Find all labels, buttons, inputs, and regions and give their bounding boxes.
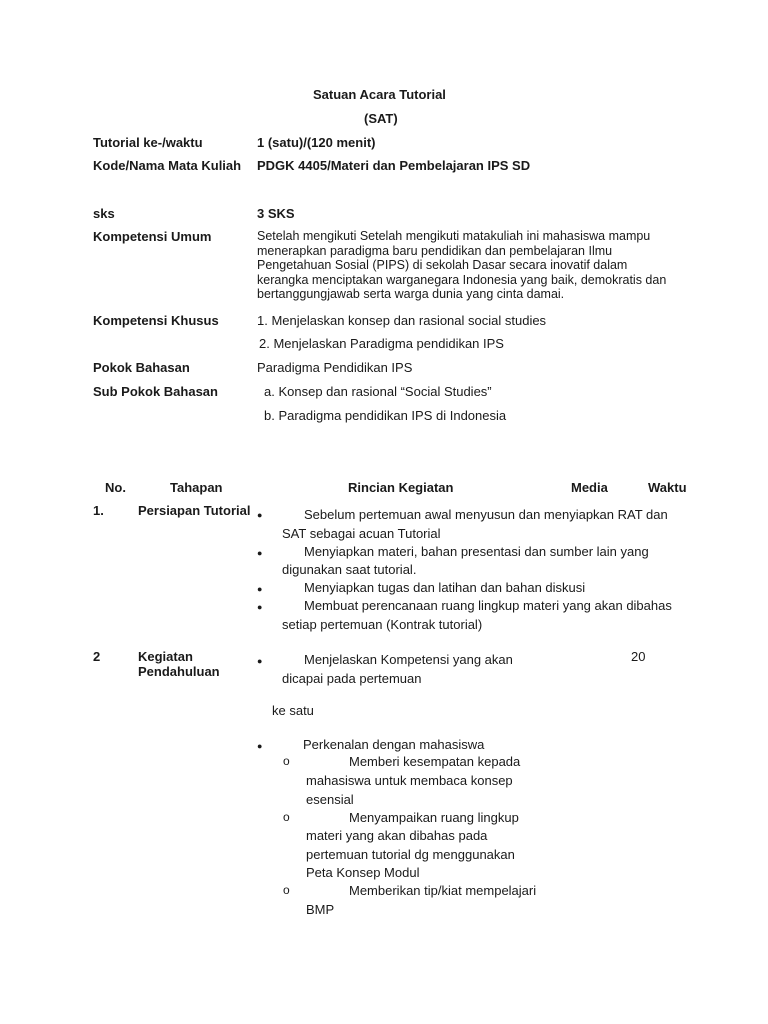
label-sub-pokok-bahasan: Sub Pokok Bahasan bbox=[93, 384, 218, 399]
bullet-icon: ● bbox=[257, 584, 263, 594]
circle-bullet-icon: o bbox=[283, 883, 290, 897]
document-title: Satuan Acara Tutorial bbox=[313, 87, 446, 102]
row1-bullet-text: Sebelum pertemuan awal menyusun dan menyiapkan RAT dan bbox=[304, 507, 668, 522]
sub-bullet-text: mahasiswa untuk membaca konsep bbox=[306, 773, 513, 788]
row2-tahapan: Pendahuluan bbox=[138, 664, 220, 679]
kompetensi-khusus-item: 2. Menjelaskan Paradigma pendidikan IPS bbox=[259, 336, 504, 351]
table-header-media: Media bbox=[571, 480, 608, 495]
kompetensi-umum-text bbox=[257, 229, 666, 302]
table-header-no: No. bbox=[105, 480, 126, 495]
sub-bullet-text: Memberikan tip/kiat mempelajari bbox=[349, 883, 537, 898]
sub-bullet-text: Memberi kesempatan kepada bbox=[349, 754, 521, 769]
document-subtitle: (SAT) bbox=[364, 111, 398, 126]
row1-bullet-text: Menyiapkan materi, bahan presentasi dan sumber lain yang bbox=[304, 544, 649, 559]
kompetensi-umum-line: kerangka menciptakan warganegara Indonesia yang baik, demokratis dan bbox=[257, 272, 667, 287]
table-header-tahapan: Tahapan bbox=[170, 480, 223, 495]
sub-bullet-text: Peta Konsep Modul bbox=[306, 865, 420, 880]
kompetensi-umum-line: bertanggungjawab serta warga dunia yang cinta damai. bbox=[257, 287, 565, 301]
row1-bullet-text: digunakan saat tutorial. bbox=[282, 562, 417, 577]
label-tutorial: Tutorial ke-/waktu bbox=[93, 135, 203, 150]
table-header-waktu: Waktu bbox=[648, 480, 687, 495]
sub-bullet-text: materi yang akan dibahas pada bbox=[306, 828, 488, 843]
sub-pokok-item: b. Paradigma pendidikan IPS di Indonesia bbox=[264, 408, 507, 423]
circle-bullet-icon: o bbox=[283, 754, 290, 768]
value-tutorial: 1 (satu)/(120 menit) bbox=[257, 135, 376, 150]
row2-waktu: 20 bbox=[631, 649, 646, 664]
row2-ke-satu: ke satu bbox=[272, 703, 314, 718]
label-sks: sks bbox=[93, 206, 115, 221]
row2-tahapan: Kegiatan bbox=[138, 649, 193, 664]
value-sks: 3 SKS bbox=[257, 206, 295, 221]
sub-bullet-text: Menyampaikan ruang lingkup bbox=[349, 810, 519, 825]
row1-no: 1. bbox=[93, 503, 104, 518]
row1-tahapan: Persiapan Tutorial bbox=[138, 503, 251, 518]
bullet-icon: ● bbox=[257, 602, 263, 612]
row2-bullet-text: Perkenalan dengan mahasiswa bbox=[303, 737, 485, 752]
kompetensi-umum-line: menerapkan paradigma baru pendidikan dan pembelajaran Ilmu bbox=[257, 243, 613, 258]
label-kompetensi-khusus: Kompetensi Khusus bbox=[93, 313, 219, 328]
value-kode: PDGK 4405/Materi dan Pembelajaran IPS SD bbox=[257, 158, 531, 173]
bullet-icon: ● bbox=[257, 510, 263, 520]
label-kode: Kode/Nama Mata Kuliah bbox=[93, 158, 242, 173]
row1-bullet-text: Menyiapkan tugas dan latihan dan bahan diskusi bbox=[304, 580, 586, 595]
bullet-icon: ● bbox=[257, 548, 263, 558]
row1-bullet-text: setiap pertemuan (Kontrak tutorial) bbox=[282, 617, 483, 632]
circle-bullet-icon: o bbox=[283, 810, 290, 824]
sub-bullet-text: BMP bbox=[306, 902, 335, 917]
value-pokok-bahasan: Paradigma Pendidikan IPS bbox=[257, 360, 413, 375]
kompetensi-umum-line: Pengetahuan Sosial (PIPS) di sekolah Dasar secara inovatif dalam bbox=[257, 258, 628, 272]
label-pokok-bahasan: Pokok Bahasan bbox=[93, 360, 190, 375]
kompetensi-umum-line: Setelah mengikuti Setelah mengikuti matakuliah ini mahasiswa mampu bbox=[257, 229, 651, 243]
bullet-icon: ● bbox=[257, 656, 263, 666]
table-header-rincian: Rincian Kegiatan bbox=[348, 480, 454, 495]
row2-bullet-text: Menjelaskan Kompetensi yang akan bbox=[304, 652, 513, 667]
label-kompetensi-umum: Kompetensi Umum bbox=[93, 229, 212, 244]
row1-bullet-text: Membuat perencanaan ruang lingkup materi yang akan dibahas bbox=[304, 598, 672, 613]
kompetensi-khusus-item: 1. Menjelaskan konsep dan rasional social studies bbox=[257, 313, 547, 328]
sub-pokok-item: a. Konsep dan rasional “Social Studies” bbox=[264, 384, 492, 399]
sub-bullet-text: pertemuan tutorial dg menggunakan bbox=[306, 847, 515, 862]
row1-bullet-text: SAT sebagai acuan Tutorial bbox=[282, 526, 441, 541]
row2-bullet-text: dicapai pada pertemuan bbox=[282, 671, 422, 686]
bullet-icon: ● bbox=[257, 741, 263, 751]
row2-no: 2 bbox=[93, 649, 101, 664]
sub-bullet-text: esensial bbox=[306, 792, 354, 807]
